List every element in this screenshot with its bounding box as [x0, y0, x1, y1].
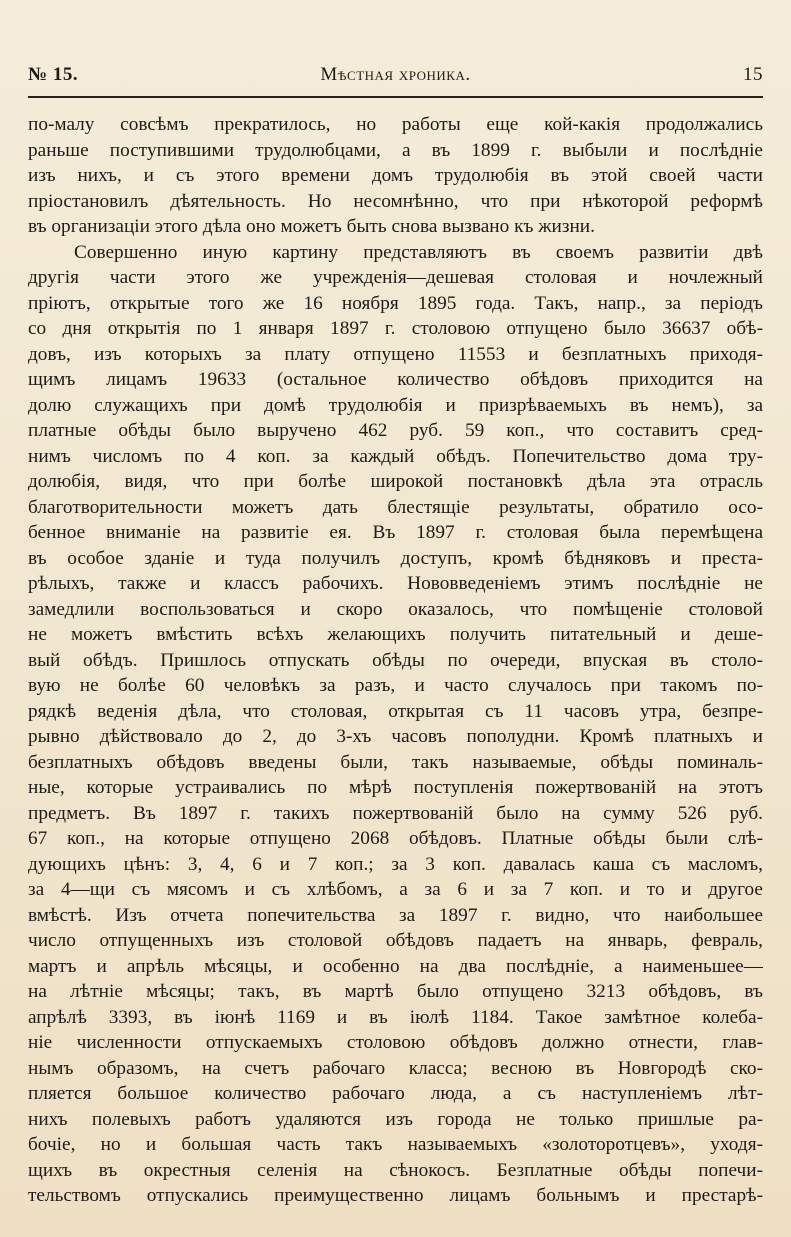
- text-line: предметъ. Въ 1897 г. такихъ пожертвованій было на сумму 526 руб.: [28, 802, 763, 824]
- text-line: ные, которые устраивались по мѣрѣ поступленія пожертвованій на этотъ: [28, 777, 763, 798]
- text-line: нимъ числомъ по 4 коп. за каждый обѣдъ. Попечительство дома тру-: [28, 445, 763, 467]
- text-line: число отпущенныхъ изъ столовой обѣдовъ падаетъ на январь, февраль,: [28, 930, 763, 951]
- text-line: другія части этого же учрежденія—дешевая столовая и ночлежный: [28, 267, 763, 288]
- text-line: вмѣстѣ. Изъ отчета попечительства за 1897 г. видно, что наибольшее: [28, 904, 763, 926]
- text-line: нымъ образомъ, на счетъ рабочаго класса; весною въ Новгородѣ ско-: [28, 1057, 763, 1079]
- section-title: Мѣстная хроника.: [320, 64, 471, 85]
- text-line: со дня открытія по 1 января 1897 г. столовою отпущено было 36637 обѣ-: [28, 318, 763, 339]
- text-line: Совершенно иную картину представляютъ въ своемъ развитіи двѣ: [74, 241, 763, 263]
- text-line: замедлили воспользоваться и скоро оказалось, что помѣщеніе столовой: [28, 598, 763, 620]
- text-line: не можетъ вмѣстить всѣхъ желающихъ получить питательный и деше-: [28, 624, 763, 645]
- text-line: благотворительности можетъ дать блестящіе результаты, обратило осо-: [28, 496, 763, 518]
- text-line: рѣлыхъ, также и классъ рабочихъ. Нововведеніемъ этимъ послѣдніе не: [28, 573, 763, 594]
- text-line: щимъ лицамъ 19633 (остальное количество обѣдовъ приходится на: [28, 369, 763, 390]
- text-line: въ особое зданіе и туда получилъ доступъ, кромѣ бѣдняковъ и преста-: [28, 547, 763, 569]
- text-line: безплатныхъ обѣдовъ введены были, такъ называемые, обѣды поминаль-: [28, 751, 763, 773]
- text-line: платные обѣды было выручено 462 руб. 59 коп., что составитъ сред-: [28, 420, 763, 441]
- text-line: ніе численности отпускаемыхъ столовою обѣдовъ должно отнести, глав-: [28, 1032, 763, 1053]
- text-line: нихъ полевыхъ работъ удаляются изъ города не только пришлые ра-: [28, 1108, 763, 1130]
- text-line: раньше поступившими трудолюбцами, а въ 1899 г. выбыли и послѣдніе: [28, 139, 763, 161]
- text-line: бочіе, но и большая часть такъ называемыхъ «золоторотцевъ», уходя-: [28, 1134, 763, 1155]
- text-line: на лѣтніе мѣсяцы; такъ, въ мартѣ было отпущено 3213 обѣдовъ, въ: [28, 981, 763, 1002]
- text-line: вый обѣдъ. Пришлось отпускать обѣды по очереди, впуская въ столо-: [28, 649, 763, 671]
- text-line: вую не болѣе 60 человѣкъ за разъ, и часто случалось при такомъ по-: [28, 675, 763, 696]
- header-rule: [28, 96, 763, 98]
- text-line: по-малу совсѣмъ прекратилось, но работы еще кой-какія продолжались: [28, 114, 763, 135]
- text-line: 67 коп., на которые отпущено 2068 обѣдовъ. Платные обѣды были слѣ-: [28, 828, 763, 849]
- text-line: пляется большое количество рабочаго люда, а съ наступленіемъ лѣт-: [28, 1083, 763, 1104]
- running-header: [28, 64, 763, 94]
- text-line: пріютъ, открытые того же 16 ноября 1895 года. Такъ, напр., за періодъ: [28, 292, 763, 314]
- text-line: въ организаціи этого дѣла оно можетъ быть снова вызвано къ жизни.: [28, 216, 595, 237]
- text-line: мартъ и апрѣль мѣсяцы, и особенно на два послѣдніе, а наименьшее—: [28, 955, 763, 977]
- issue-number: № 15.: [28, 64, 79, 85]
- page-number: 15: [743, 64, 763, 85]
- text-line: долю служащихъ при домѣ трудолюбія и призрѣваемыхъ въ немъ), за: [28, 394, 763, 416]
- text-line: долюбія, видя, что при болѣе широкой постановкѣ дѣла эта отрасль: [28, 471, 763, 492]
- text-line: изъ нихъ, и съ этого времени домъ трудолюбія въ этой своей части: [28, 165, 763, 186]
- text-line: пріостановилъ дѣятельность. Но несомнѣнно, что при нѣкоторой реформѣ: [28, 190, 763, 212]
- text-line: тельствомъ отпускались преимущественно лицамъ больнымъ и престарѣ-: [28, 1185, 763, 1206]
- text-line: за 4—щи съ мясомъ и съ хлѣбомъ, а за 6 и за 7 коп. и то и другое: [28, 879, 763, 900]
- text-line: рывно дѣйствовало до 2, до 3-хъ часовъ пополудни. Кромѣ платныхъ и: [28, 726, 763, 747]
- text-line: дующихъ цѣнъ: 3, 4, 6 и 7 коп.; за 3 коп. давалась каша съ масломъ,: [28, 853, 763, 875]
- text-line: рядкѣ веденія дѣла, что столовая, открытая съ 11 часовъ утра, безпре-: [28, 700, 763, 722]
- text-line: довъ, изъ которыхъ за плату отпущено 11553 и безплатныхъ приходя-: [28, 343, 763, 365]
- text-line: апрѣлѣ 3393, въ іюнѣ 1169 и въ іюлѣ 1184. Такое замѣтное колеба-: [28, 1006, 763, 1028]
- text-line: бенное вниманіе на развитіе ея. Въ 1897 г. столовая была перемѣщена: [28, 522, 763, 543]
- text-line: щихъ въ окрестныя селенія на сѣнокосъ. Безплатные обѣды попечи-: [28, 1159, 763, 1181]
- body-text: [28, 112, 763, 1209]
